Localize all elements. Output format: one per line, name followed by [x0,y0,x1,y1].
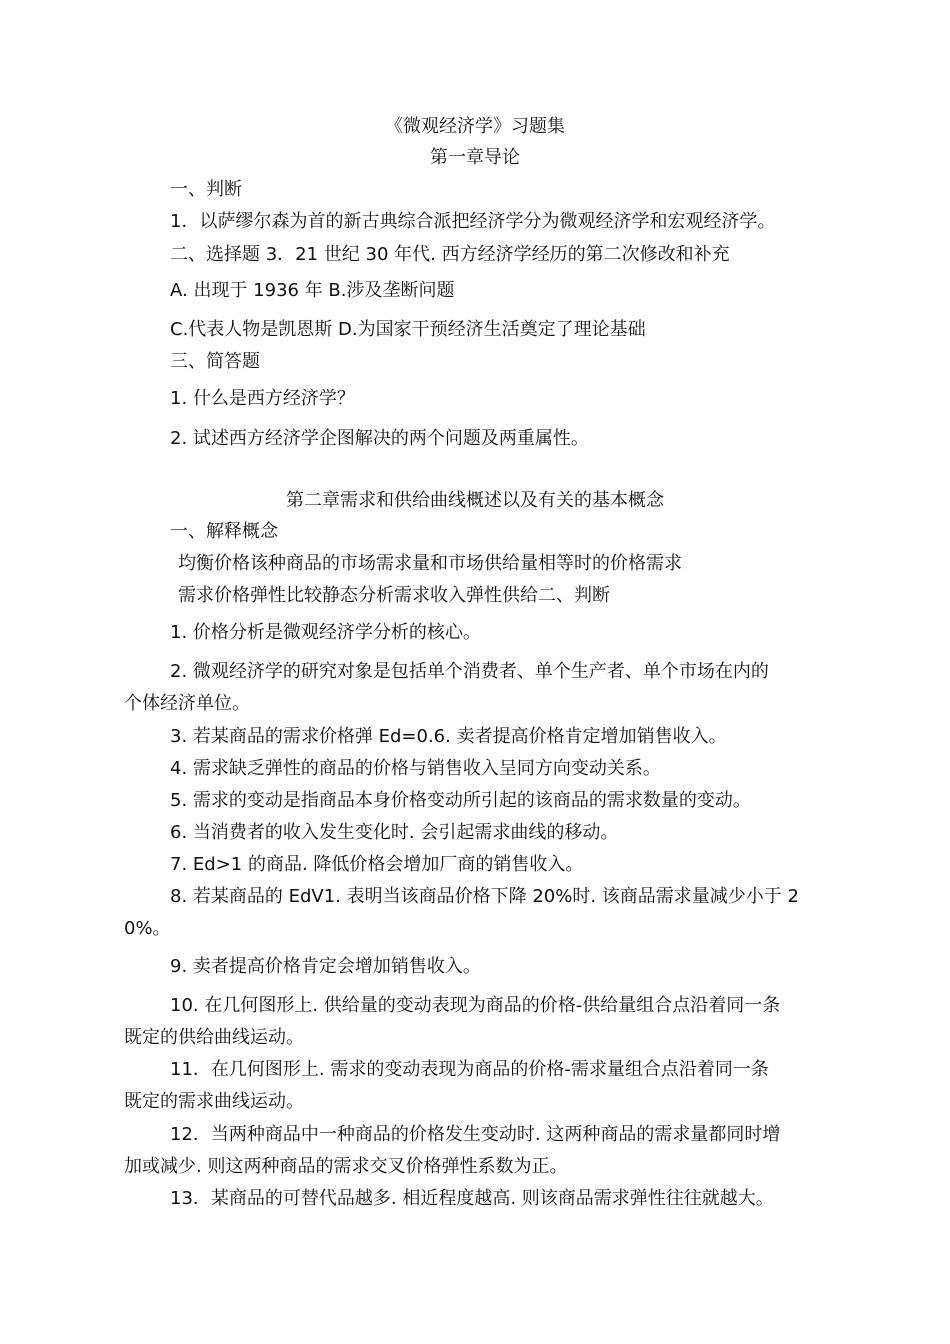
chapter1-section-judgement: 一、判断 [170,179,242,200]
chapter2-item-6: 6. 当消费者的收入发生变化时. 会引起需求曲线的移动。 [170,822,619,843]
chapter2-item-4: 4. 需求缺乏弹性的商品的价格与销售收入呈同方向变动关系。 [170,758,661,779]
chapter2-item-9: 9. 卖者提高价格肯定会增加销售收入。 [170,956,481,977]
chapter2-item-8-continued: 0%。 [124,918,171,939]
chapter1-judgement-q1: 1．以萨缪尔森为首的新古典综合派把经济学分为微观经济学和宏观经济学。 [170,211,776,232]
chapter1-short-answer-q2: 2. 试述西方经济学企图解决的两个问题及两重属性。 [170,428,589,449]
chapter2-item-5: 5. 需求的变动是指商品本身价格变动所引起的该商品的需求数量的变动。 [170,790,751,811]
chapter2-item-2: 2. 微观经济学的研究对象是包括单个消费者、单个生产者、单个市场在内的 [170,661,769,682]
chapter1-short-answer-q1: 1. 什么是西方经济学？ [170,388,355,409]
chapter1-title: 第一章导论 [430,147,520,168]
chapter2-item-8: 8. 若某商品的 EdV1. 表明当该商品价格下降 20%时. 该商品需求量减少小于 2 [170,886,799,907]
chapter1-choice-question: 二、选择题 3．21 世纪 30 年代. 西方经济学经历的第二次修改和补充 [170,244,730,265]
chapter2-item-13: 13．某商品的可替代品越多. 相近程度越高. 则该商品需求弹性往往就越大。 [170,1188,774,1209]
chapter1-choice-options-cd: C.代表人物是凯恩斯 D.为国家干预经济生活奠定了理论基础 [170,319,646,340]
chapter2-title: 第二章需求和供给曲线概述以及有关的基本概念 [286,490,664,511]
chapter2-item-12: 12．当两种商品中一种商品的价格发生变动时. 这两种商品的需求量都同时增 [170,1124,781,1145]
chapter2-concepts-line2: 需求价格弹性比较静态分析需求收入弹性供给二、判断 [178,585,610,606]
chapter2-item-12-continued: 加或减少. 则这两种商品的需求交叉价格弹性系数为正。 [124,1156,568,1177]
chapter2-item-10: 10. 在几何图形上. 供给量的变动表现为商品的价格-供给量组合点沿着同一条 [170,995,781,1016]
chapter2-item-1: 1. 价格分析是微观经济学分析的核心。 [170,622,481,643]
chapter2-item-2-continued: 个体经济单位。 [124,693,250,714]
chapter2-item-11-continued: 既定的需求曲线运动。 [124,1091,304,1112]
chapter2-item-10-continued: 既定的供给曲线运动。 [124,1027,304,1048]
chapter2-item-7: 7. Ed>1 的商品. 降低价格会增加厂商的销售收入。 [170,854,584,875]
chapter1-section-short-answer: 三、简答题 [170,351,260,372]
document-title: 《微观经济学》习题集 [385,116,565,137]
chapter2-item-3: 3. 若某商品的需求价格弹 Ed=0.6. 卖者提高价格肯定增加销售收入。 [170,726,727,747]
chapter1-choice-options-ab: A. 出现于 1936 年 B.涉及垄断问题 [170,280,455,301]
chapter2-concepts-line1: 均衡价格该种商品的市场需求量和市场供给量相等时的价格需求 [178,553,682,574]
chapter2-section-concepts: 一、解释概念 [170,521,278,542]
chapter2-item-11: 11．在几何图形上. 需求的变动表现为商品的价格-需求量组合点沿着同一条 [170,1059,769,1080]
